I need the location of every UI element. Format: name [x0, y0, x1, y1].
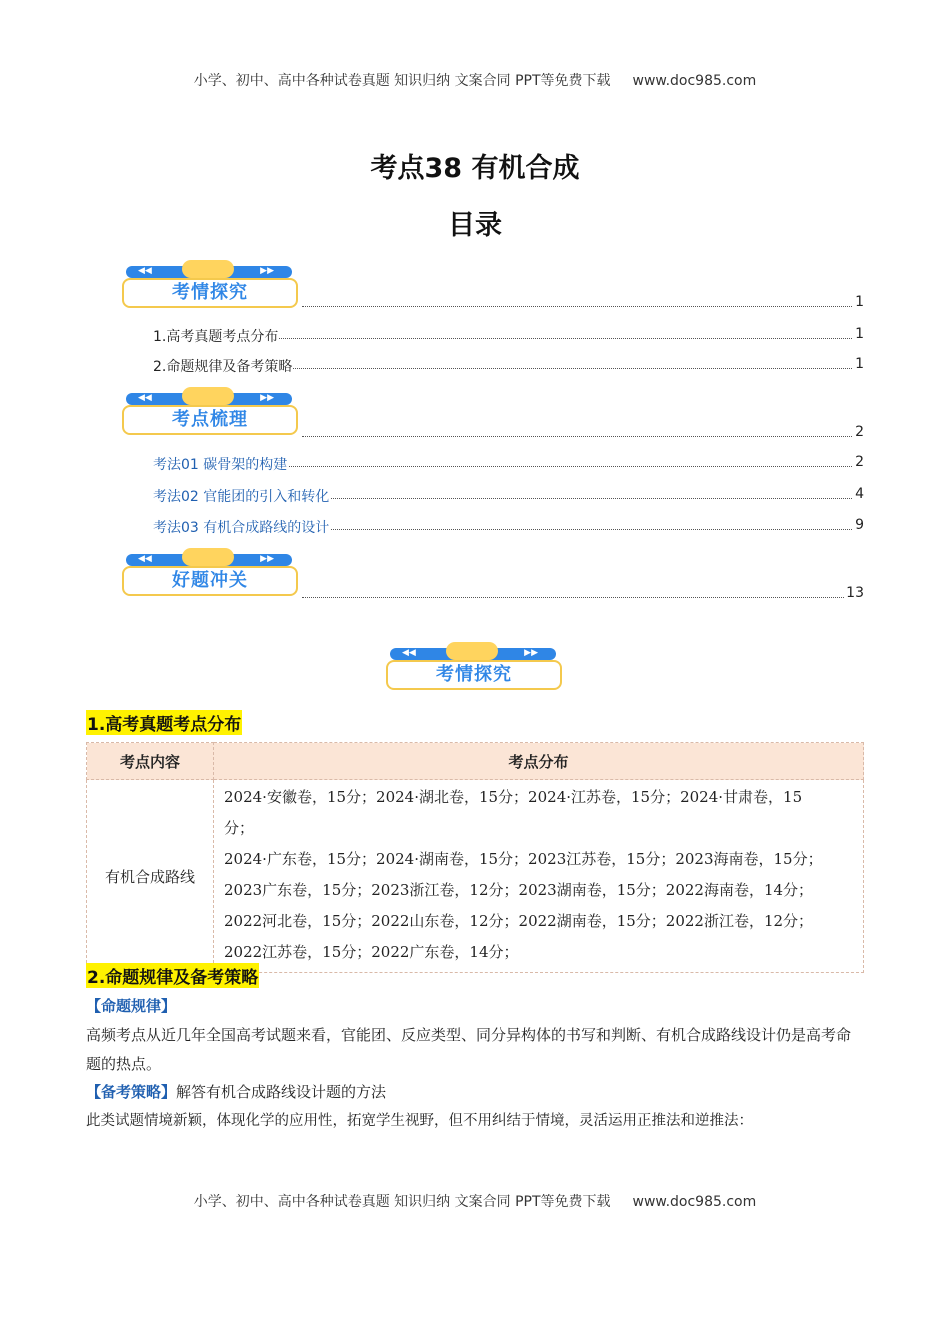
arrow-left-icon: ◀◀ — [138, 554, 152, 564]
toc-entry-1[interactable] — [0, 326, 864, 344]
table-header: 考点分布 — [214, 743, 864, 780]
distribution-line: 2022江苏卷，15分；2022广东卷，14分； — [224, 943, 519, 961]
toc-entry-5[interactable] — [0, 517, 864, 535]
toc-entry-kaodian[interactable] — [0, 424, 864, 442]
badge-label: 考情探究 — [386, 660, 562, 690]
strategy-title: 解答有机合成路线设计题的方法 — [176, 1083, 387, 1101]
arrow-right-icon: ▶▶ — [260, 393, 274, 403]
page-header — [0, 70, 950, 90]
page-footer — [0, 1191, 950, 1211]
toc-entry-3[interactable] — [0, 454, 864, 472]
arrow-left-icon: ◀◀ — [402, 648, 416, 658]
distribution-line: 2024·广东卷，15分；2024·湖南卷，15分；2023江苏卷，15分；2023海南卷，15分； — [224, 850, 823, 868]
rule-text: 高频考点从近几年全国高考试题来看，官能团、反应类型、同分异构体的书写和判断、有机合成路线设计仍是高考命题的热点。 — [86, 1026, 852, 1073]
strategy-block — [86, 1078, 864, 1136]
toc-page: 1 — [855, 356, 864, 372]
header-text: 小学、初中、高中各种试卷真题 知识归纳 文案合同 PPT等免费下载 — [193, 73, 611, 89]
section-2-heading: 2.命题规律及备考策略 — [86, 963, 259, 988]
toc-entry-4[interactable] — [0, 486, 864, 504]
table-cell-topic: 有机合成路线 — [87, 780, 214, 973]
page-title: 考点38 有机合成 — [370, 153, 580, 184]
toc-label: 考法03 有机合成路线的设计 — [153, 517, 330, 537]
table-header-row — [87, 743, 864, 780]
arrow-right-icon: ▶▶ — [524, 648, 538, 658]
badge-label: 好题冲关 — [122, 566, 298, 596]
toc-page: 4 — [855, 486, 864, 502]
arrow-left-icon: ◀◀ — [138, 266, 152, 276]
badge-label: 考情探究 — [122, 278, 298, 308]
toc-page: 1 — [855, 326, 864, 342]
footer-site[interactable]: www.doc985.com — [632, 1194, 757, 1210]
arrow-left-icon: ◀◀ — [138, 393, 152, 403]
arrow-right-icon: ▶▶ — [260, 554, 274, 564]
table-cell-distribution — [214, 780, 864, 973]
toc-page: 1 — [855, 294, 864, 310]
footer-text: 小学、初中、高中各种试卷真题 知识归纳 文案合同 PPT等免费下载 — [193, 1194, 611, 1210]
toc-entry-kaoqing[interactable] — [0, 294, 864, 312]
badge-kaoqing-section — [386, 642, 562, 688]
distribution-line: 2023广东卷，15分；2023浙江卷，12分；2023湖南卷，15分；2022海南卷，14分； — [224, 881, 814, 899]
distribution-line: 2024·安徽卷，15分；2024·湖北卷，15分；2024·江苏卷，15分；2024·甘肃卷，15 — [224, 788, 803, 806]
toc-label: 考法02 官能团的引入和转化 — [153, 486, 330, 506]
table-header: 考点内容 — [87, 743, 214, 780]
strategy-label: 【备考策略】 — [86, 1083, 177, 1101]
distribution-line: 分； — [224, 819, 255, 837]
toc-label: 2.命题规律及备考策略 — [153, 356, 293, 376]
distribution-table — [86, 742, 864, 973]
toc-entry-haoti[interactable] — [0, 585, 864, 603]
rule-block — [86, 992, 864, 1079]
rule-label: 【命题规律】 — [86, 997, 177, 1015]
distribution-line: 2022河北卷，15分；2022山东卷，12分；2022湖南卷，15分；2022浙江卷，12分； — [224, 912, 814, 930]
badge-label: 考点梳理 — [122, 405, 298, 435]
toc-page: 13 — [846, 585, 864, 601]
toc-entry-2[interactable] — [0, 356, 864, 374]
toc-label: 考法01 碳骨架的构建 — [153, 454, 288, 474]
toc-page: 2 — [855, 424, 864, 440]
toc-page: 2 — [855, 454, 864, 470]
toc-label: 1.高考真题考点分布 — [153, 326, 279, 346]
strategy-text: 此类试题情境新颖，体现化学的应用性，拓宽学生视野，但不用纠结于情境，灵活运用正推法和逆推法： — [86, 1113, 753, 1129]
arrow-right-icon: ▶▶ — [260, 266, 274, 276]
toc-page: 9 — [855, 517, 864, 533]
table-row — [87, 780, 864, 973]
toc-heading: 目录 — [448, 210, 502, 241]
section-1-heading: 1.高考真题考点分布 — [86, 710, 242, 735]
header-site[interactable]: www.doc985.com — [632, 73, 757, 89]
